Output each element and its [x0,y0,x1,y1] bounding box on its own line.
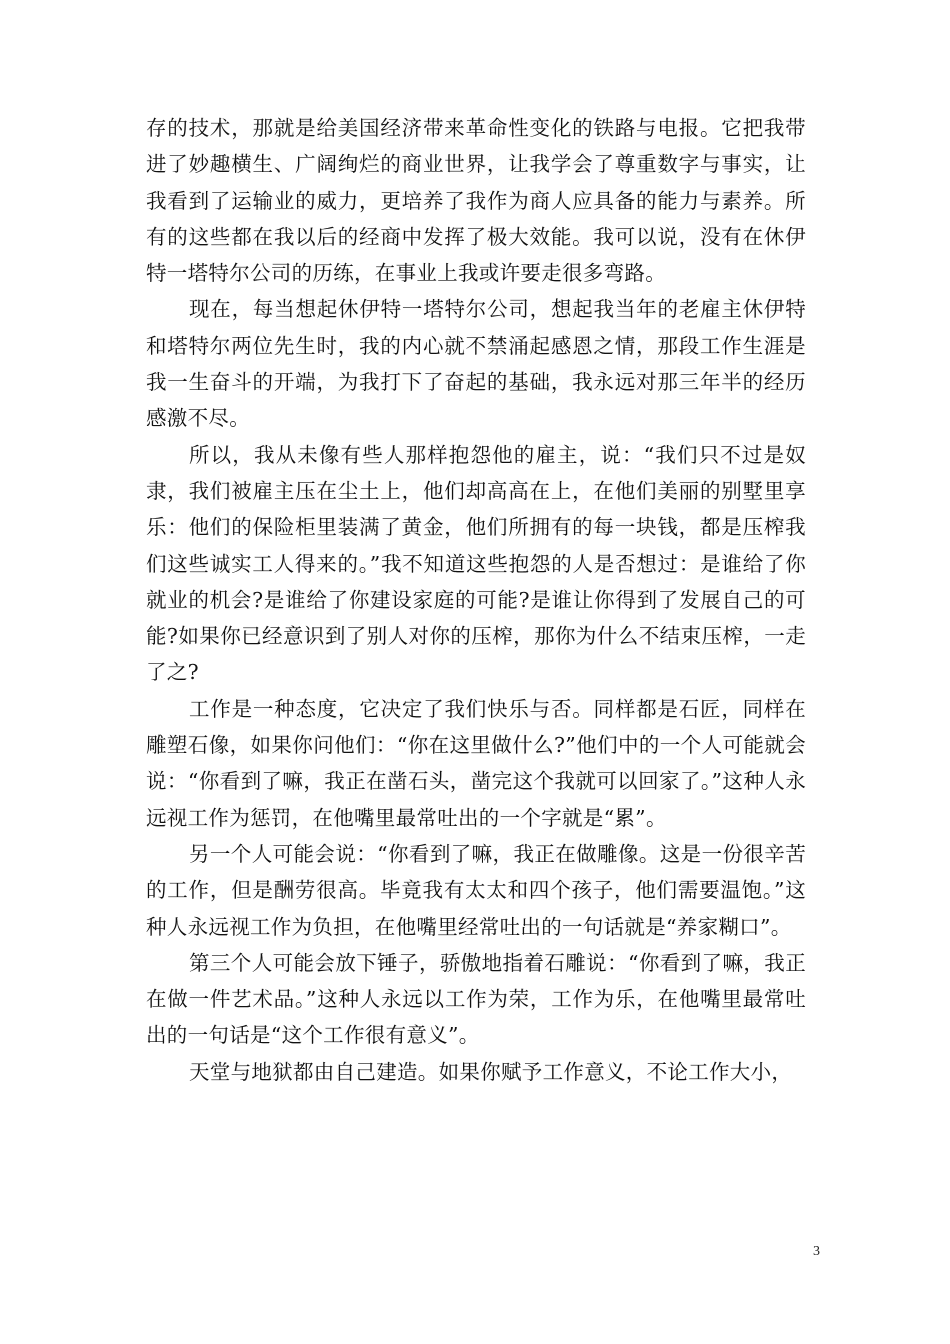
paragraph: 工作是一种态度，它决定了我们快乐与否。同样都是石匠，同样在雕塑石像，如果你问他们：“你在这里做什么?”他们中的一个人可能就会说：“你看到了嘛，我正在凿石头，凿完这个我就可以回家了。”这种人永远视工作为惩罚，在他嘴里最常吐出的一个字就是“累”。 [146,696,806,830]
paragraph-continuation: 存的技术，那就是给美国经济带来革命性变化的铁路与电报。它把我带进了妙趣横生、广阔绚烂的商业世界，让我学会了尊重数字与事实，让我看到了运输业的威力，更培养了我作为商人应具备的能力与素养。所有的这些都在我以后的经商中发挥了极大效能。我可以说，没有在休伊特一塔特尔公司的历练，在事业上我或许要走很多弯路。 [146,116,806,286]
paragraph: 现在，每当想起休伊特一塔特尔公司，想起我当年的老雇主休伊特和塔特尔两位先生时，我的内心就不禁涌起感恩之情，那段工作生涯是我一生奋斗的开端，为我打下了奋起的基础，我永远对那三年半的经历感激不尽。 [146,297,806,431]
page-number: 3 [813,1244,820,1259]
paragraph: 第三个人可能会放下锤子，骄傲地指着石雕说：“你看到了嘛，我正在做一件艺术品。”这种人永远以工作为荣，工作为乐，在他嘴里最常吐出的一句话是“这个工作很有意义”。 [146,950,806,1048]
paragraph: 所以，我从未像有些人那样抱怨他的雇主，说：“我们只不过是奴隶，我们被雇主压在尘土上，他们却高高在上，在他们美丽的别墅里享乐：他们的保险柜里装满了黄金，他们所拥有的每一块钱，都是压榨我们这些诚实工人得来的。”我不知道这些抱怨的人是否想过：是谁给了你就业的机会?是谁给了你建设家庭的可能?是谁让你得到了发展自己的可能?如果你已经意识到了别人对你的压榨，那你为什么不结束压榨，一走了之? [146,442,806,685]
page-body [146,110,806,1090]
paragraph: 另一个人可能会说：“你看到了嘛，我正在做雕像。这是一份很辛苦的工作，但是酬劳很高。毕竟我有太太和四个孩子，他们需要温饱。”这种人永远视工作为负担，在他嘴里经常吐出的一句话就是“养家糊口”。 [146,841,806,939]
paragraph: 天堂与地狱都由自己建造。如果你赋予工作意义，不论工作大小， [189,1059,793,1084]
